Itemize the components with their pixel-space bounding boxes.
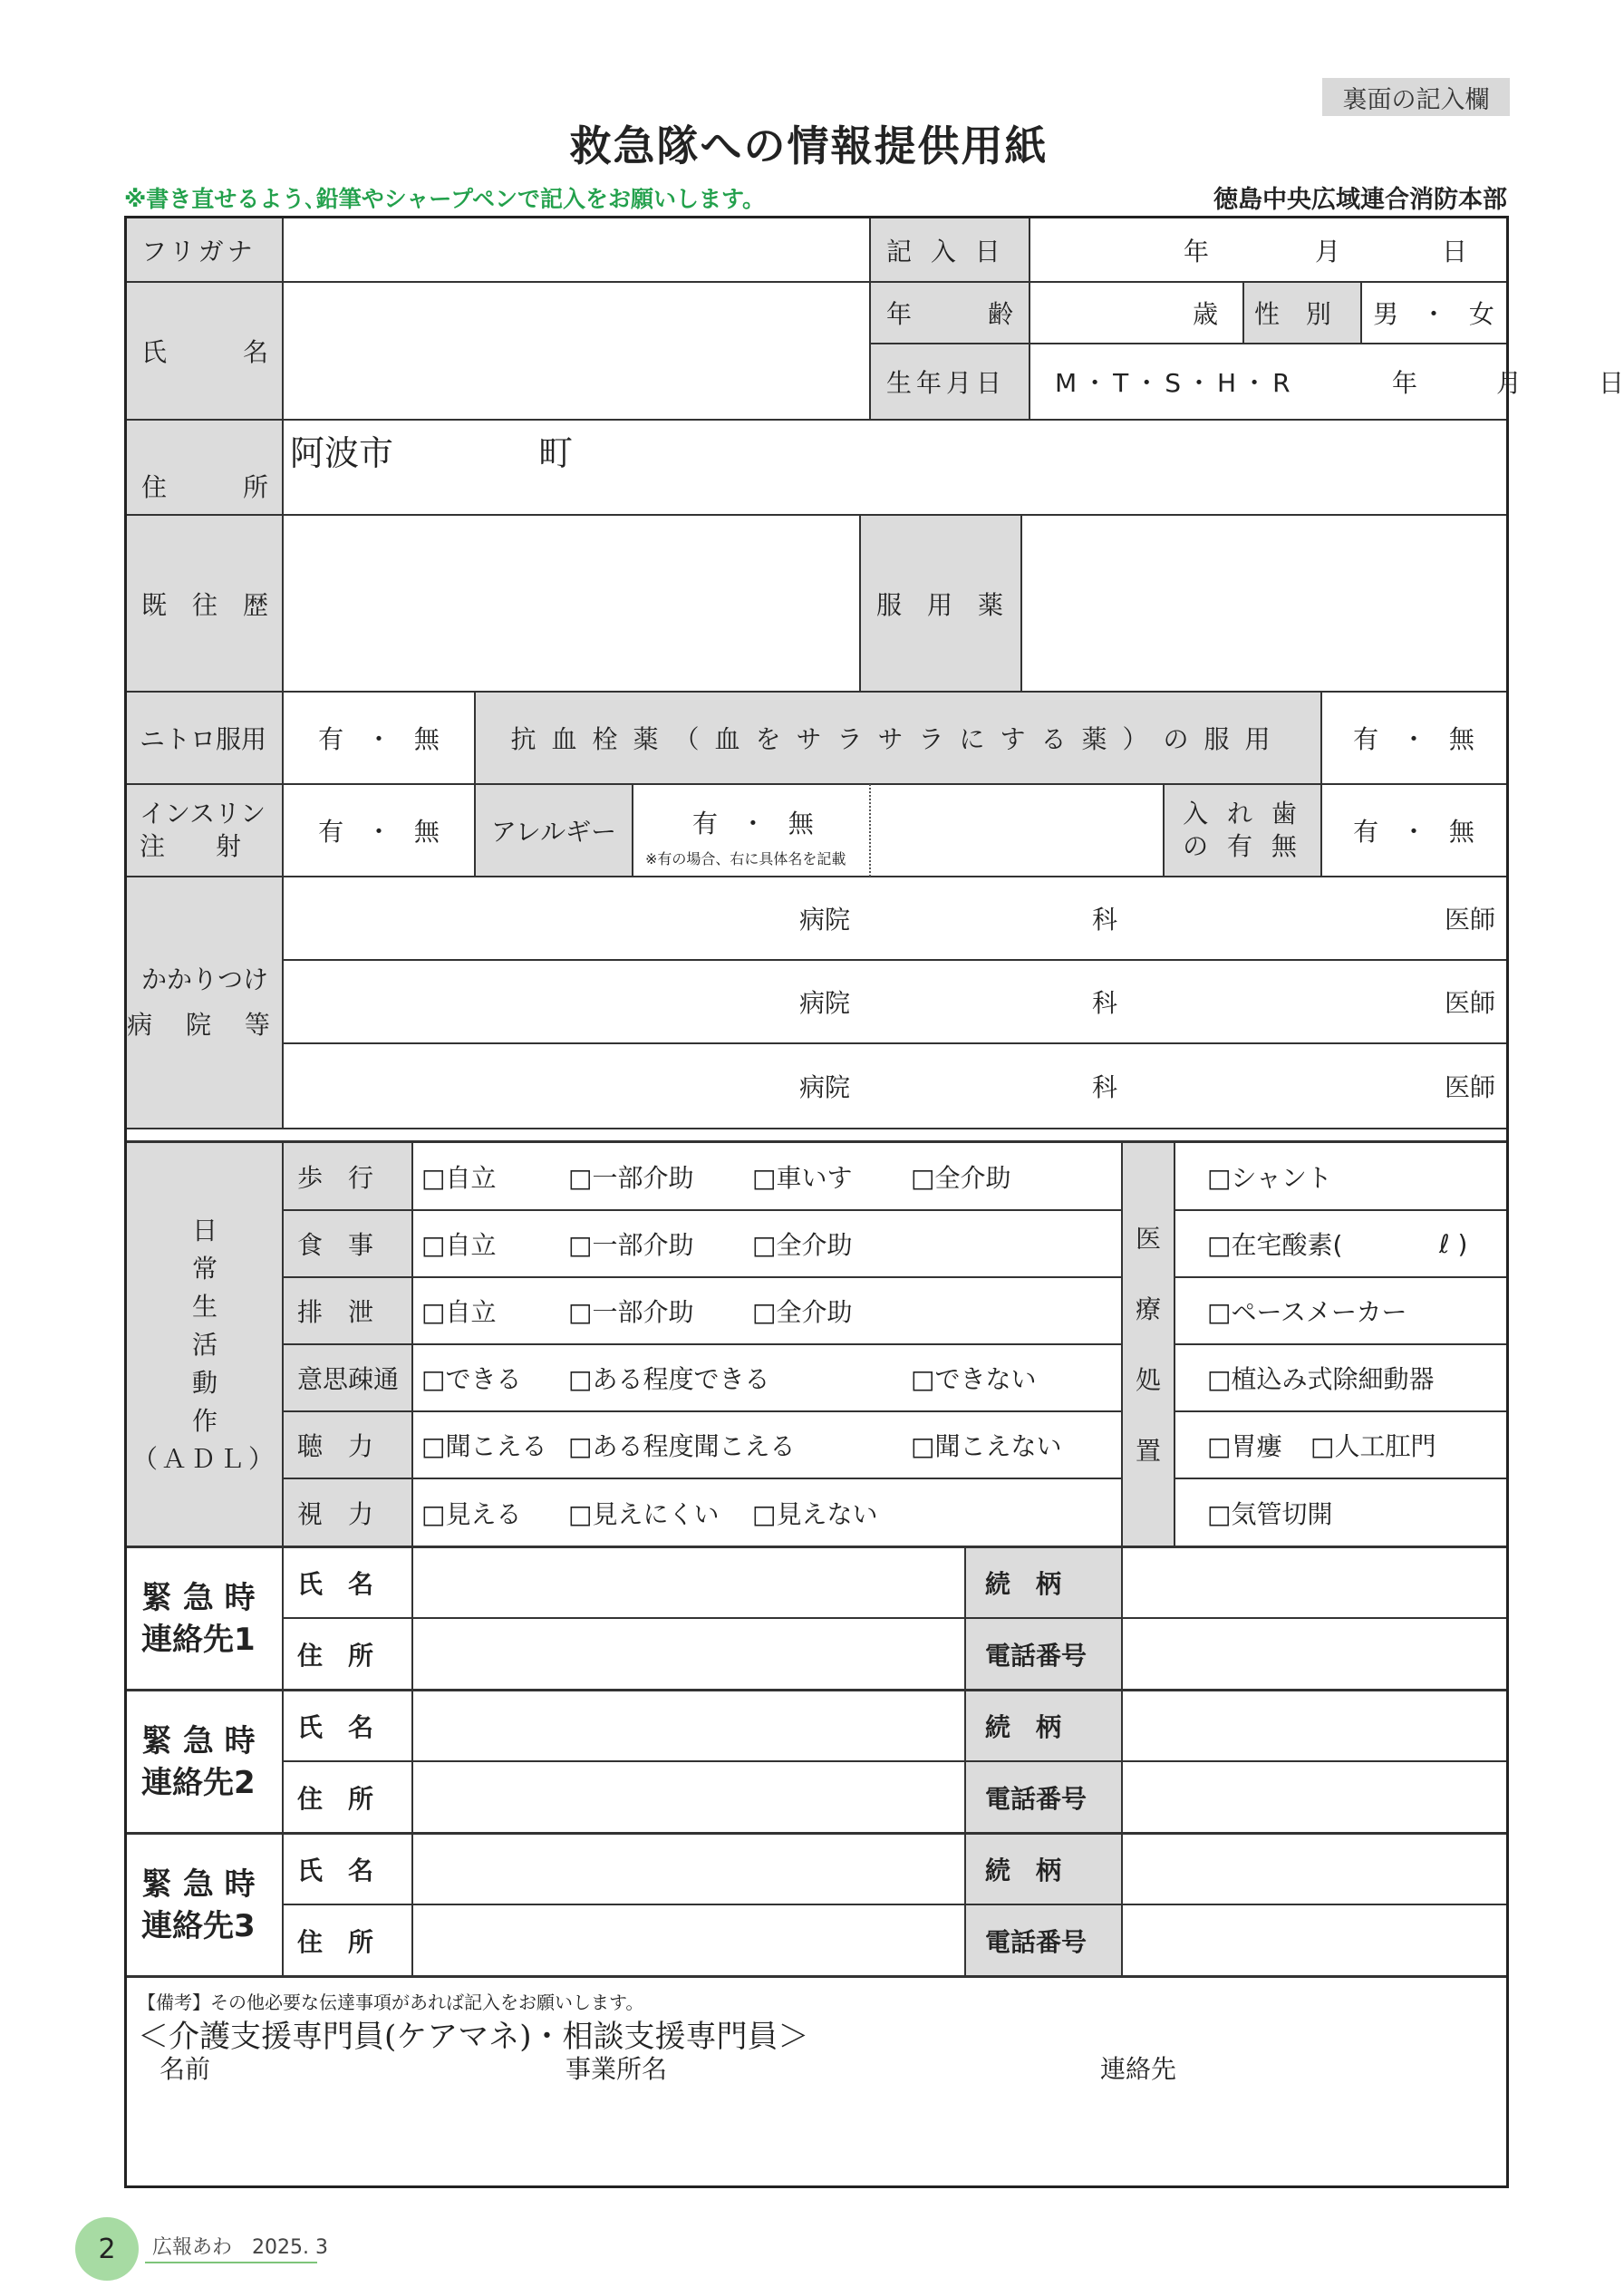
treatment-char: 療 <box>1135 1294 1161 1324</box>
entry-date-field[interactable] <box>1030 218 1506 282</box>
adl-row-label: 食 事 <box>283 1210 412 1277</box>
birth-year-unit: 年 <box>1392 368 1418 398</box>
emergency-name-field[interactable] <box>412 1691 965 1761</box>
adl-char: 活 <box>191 1330 218 1360</box>
emergency-name-field[interactable] <box>412 1834 965 1904</box>
emergency-address-label: 住 所 <box>297 1927 374 1957</box>
hospital-label <box>127 877 283 1129</box>
gastrostomy-option[interactable]: □胃瘻 <box>1207 1431 1282 1461</box>
adl-char: 常 <box>191 1254 218 1284</box>
oxygen-option: □在宅酸素( <box>1207 1230 1343 1260</box>
emergency-relation-label: 続 柄 <box>965 1547 1122 1618</box>
contact-label: 連絡先 <box>1100 2054 1177 2084</box>
medicine-field[interactable] <box>1021 515 1506 692</box>
address-field[interactable] <box>283 420 1506 515</box>
page-number: 2 <box>75 2217 139 2281</box>
treatment-label <box>1122 1143 1174 1547</box>
emergency-label-line1: 緊 急 時 <box>141 1580 256 1616</box>
allergy-options-cell[interactable] <box>633 784 870 877</box>
checkbox-option[interactable]: □聞こえる <box>421 1431 547 1461</box>
checkbox-option[interactable]: □できる <box>421 1364 522 1394</box>
checkbox-option[interactable]: □できない <box>911 1364 1037 1394</box>
insulin-options[interactable]: 有 ・ 無 <box>318 817 440 847</box>
checkbox-option[interactable]: □自立 <box>421 1297 497 1327</box>
checkbox-option[interactable]: □車いす <box>752 1163 853 1193</box>
office-name-label: 事業所名 <box>566 2054 668 2084</box>
emergency-name-field[interactable] <box>412 1547 965 1618</box>
denture-options[interactable]: 有 ・ 無 <box>1353 817 1474 847</box>
adl-label <box>127 1143 283 1547</box>
adl-row-options <box>412 1210 1122 1277</box>
adl-row-label: 視 力 <box>283 1478 412 1547</box>
emergency-relation-field[interactable] <box>1122 1834 1506 1904</box>
treatment-char: 医 <box>1135 1224 1161 1254</box>
age-label: 年 齢 <box>870 282 1030 344</box>
organization-name: 徳島中央広域連合消防本部 <box>1213 186 1507 214</box>
emergency-label-line2: 連絡先1 <box>141 1622 256 1658</box>
department-suffix: 科 <box>1092 988 1118 1018</box>
treatment-item[interactable]: □ペースメーカー <box>1207 1297 1407 1327</box>
entry-year-unit: 年 <box>1184 237 1210 266</box>
adl-row-label: 聴 力 <box>283 1411 412 1478</box>
name-label: 氏 名 <box>127 282 283 420</box>
checkbox-option[interactable]: □一部介助 <box>568 1230 694 1260</box>
age-unit: 歳 <box>1192 299 1218 329</box>
adl-char: 動 <box>191 1368 218 1398</box>
emergency-address-field[interactable] <box>412 1618 965 1691</box>
doctor-suffix: 医師 <box>1444 1072 1495 1102</box>
emergency-label <box>127 1834 283 1977</box>
emergency-relation-field[interactable] <box>1122 1547 1506 1618</box>
treatment-item[interactable] <box>1174 1411 1506 1478</box>
adl-row-options <box>412 1478 1122 1547</box>
treatment-item[interactable]: □気管切開 <box>1207 1499 1333 1529</box>
address-town: 町 <box>538 433 574 473</box>
emergency-label-line2: 連絡先3 <box>141 1908 256 1944</box>
checkbox-option[interactable]: □自立 <box>421 1163 497 1193</box>
emergency-name-label: 氏 名 <box>297 1712 374 1742</box>
birth-month-unit: 月 <box>1496 368 1522 398</box>
checkbox-option[interactable]: □一部介助 <box>568 1297 694 1327</box>
insulin-label-line1: インスリン <box>140 799 266 829</box>
checkbox-option[interactable]: □ある程度聞こえる <box>568 1431 796 1461</box>
entry-month-unit: 月 <box>1315 237 1341 266</box>
insulin-label <box>127 784 283 877</box>
entry-day-unit: 日 <box>1442 237 1468 266</box>
history-label: 既 往 歴 <box>127 515 283 692</box>
remarks-field[interactable] <box>127 1977 1506 2185</box>
hospital-label-line1: かかりつけ <box>140 964 268 994</box>
birthdate-label: 生年月日 <box>870 344 1030 420</box>
emergency-relation-label: 続 柄 <box>965 1834 1122 1904</box>
adl-row-label: 意思疎通 <box>283 1344 412 1411</box>
hospital-row[interactable] <box>283 1043 1506 1129</box>
emergency-label <box>127 1547 283 1691</box>
adl-suffix: （ＡＤＬ） <box>131 1444 277 1474</box>
treatment-item[interactable]: □シャント <box>1207 1163 1332 1193</box>
adl-row-label: 歩 行 <box>283 1143 412 1210</box>
hospital-suffix: 病院 <box>799 905 851 935</box>
emergency-label-line1: 緊 急 時 <box>141 1866 256 1903</box>
emergency-phone-field[interactable] <box>1122 1904 1506 1977</box>
nitro-label: ニトロ服用 <box>127 692 283 784</box>
back-side-badge: 裏面の記入欄 <box>1322 78 1510 116</box>
emergency-phone-field[interactable] <box>1122 1618 1506 1691</box>
department-suffix: 科 <box>1092 905 1118 935</box>
denture-label <box>1164 784 1321 877</box>
entry-date-label: 記 入 日 <box>870 218 1030 282</box>
oxygen-unit: ℓ ) <box>1439 1228 1468 1259</box>
checkbox-option[interactable]: □全介助 <box>752 1297 853 1327</box>
sex-label: 性 別 <box>1243 282 1361 344</box>
emergency-phone-label: 電話番号 <box>965 1761 1122 1834</box>
emergency-address-label: 住 所 <box>297 1641 374 1671</box>
checkbox-option[interactable]: □聞こえない <box>911 1431 1062 1461</box>
birthdate-field[interactable] <box>1030 344 1624 420</box>
treatment-char: 置 <box>1135 1436 1161 1466</box>
treatment-item[interactable] <box>1174 1210 1506 1277</box>
publication-name: 広報あわ 2025. 3 <box>152 2236 328 2259</box>
pencil-note: ※書き直せるよう､鉛筆やシャープペンで記入をお願いします。 <box>124 186 766 212</box>
sex-options[interactable]: 男 ・ 女 <box>1373 299 1494 329</box>
anticoagulant-options[interactable]: 有 ・ 無 <box>1353 724 1474 754</box>
emergency-phone-label: 電話番号 <box>965 1618 1122 1691</box>
adl-row-label: 排 泄 <box>283 1277 412 1344</box>
remarks-note: 【備考】その他必要な伝達事項があれば記入をお願いします。 <box>138 1991 644 2013</box>
emergency-label-line1: 緊 急 時 <box>141 1723 256 1759</box>
emergency-label-line2: 連絡先2 <box>141 1765 256 1801</box>
history-field[interactable] <box>283 515 860 692</box>
adl-row-options <box>412 1344 1122 1411</box>
emergency-relation-label: 続 柄 <box>965 1691 1122 1761</box>
adl-char: 生 <box>191 1292 218 1322</box>
emergency-address-field[interactable] <box>412 1904 965 1977</box>
emergency-relation-field[interactable] <box>1122 1691 1506 1761</box>
allergy-options[interactable]: 有 ・ 無 <box>692 809 814 838</box>
medicine-label: 服 用 薬 <box>860 515 1021 692</box>
hospital-row[interactable] <box>283 960 1506 1043</box>
birth-day-unit: 日 <box>1599 368 1624 398</box>
furigana-label: フリガナ <box>127 218 283 282</box>
emergency-phone-label: 電話番号 <box>965 1904 1122 1977</box>
checkbox-option[interactable]: □見えない <box>752 1499 878 1529</box>
checkbox-option[interactable]: □ある程度できる <box>568 1364 770 1394</box>
address-label: 住 所 <box>127 420 283 515</box>
doctor-suffix: 医師 <box>1444 905 1495 935</box>
footer-divider <box>145 2262 317 2263</box>
department-suffix: 科 <box>1092 1072 1118 1102</box>
treatment-char: 処 <box>1135 1365 1161 1395</box>
form-frame <box>124 216 1624 2188</box>
denture-label-line1: 入 れ 歯 <box>1183 799 1302 829</box>
caremanager-name-label: 名前 <box>160 2054 211 2084</box>
emergency-name-label: 氏 名 <box>297 1856 374 1885</box>
allergy-note: ※有の場合、右に具体名を記載 <box>645 850 846 867</box>
doctor-suffix: 医師 <box>1444 988 1495 1018</box>
checkbox-option[interactable]: □見えにくい <box>568 1499 720 1529</box>
adl-row-options <box>412 1143 1122 1210</box>
hospital-suffix: 病院 <box>799 988 851 1018</box>
checkbox-option[interactable]: □全介助 <box>752 1230 853 1260</box>
hospital-label-line2: 病 院 等 <box>127 1010 283 1040</box>
adl-char: 日 <box>191 1216 218 1245</box>
adl-char: 作 <box>191 1406 218 1436</box>
checkbox-option[interactable]: □見える <box>421 1499 522 1529</box>
checkbox-option[interactable]: □全介助 <box>911 1163 1011 1193</box>
checkbox-option[interactable]: □自立 <box>421 1230 497 1260</box>
name-field[interactable] <box>283 282 870 420</box>
treatment-item[interactable]: □植込み式除細動器 <box>1207 1364 1435 1394</box>
furigana-field[interactable] <box>283 218 870 282</box>
allergy-label: アレルギー <box>475 784 633 877</box>
page-title: 救急隊への情報提供用紙 <box>569 121 1049 170</box>
emergency-address-field[interactable] <box>412 1761 965 1834</box>
emergency-name-label: 氏 名 <box>297 1569 374 1599</box>
address-city: 阿波市 <box>290 433 394 473</box>
nitro-options[interactable]: 有 ・ 無 <box>318 724 440 754</box>
allergy-detail-field[interactable] <box>870 784 1164 877</box>
hospital-suffix: 病院 <box>799 1072 851 1102</box>
stoma-option[interactable]: □人工肛門 <box>1310 1431 1436 1461</box>
anticoagulant-label: 抗血栓薬（血をサラサラにする薬）の服用 <box>475 692 1321 784</box>
age-field[interactable] <box>1030 282 1243 344</box>
insulin-label-line2: 注 射 <box>140 831 242 861</box>
emergency-address-label: 住 所 <box>297 1784 374 1814</box>
adl-row-options <box>412 1277 1122 1344</box>
adl-row-options <box>412 1411 1122 1478</box>
emergency-phone-field[interactable] <box>1122 1761 1506 1834</box>
hospital-row[interactable] <box>283 877 1506 960</box>
era-options[interactable]: M・T・S・H・R <box>1055 368 1296 398</box>
checkbox-option[interactable]: □一部介助 <box>568 1163 694 1193</box>
emergency-label <box>127 1691 283 1834</box>
remarks-heading: ＜介護支援専門員(ケアマネ)・相談支援専門員＞ <box>138 2019 809 2055</box>
denture-label-line2: の 有 無 <box>1183 831 1302 861</box>
